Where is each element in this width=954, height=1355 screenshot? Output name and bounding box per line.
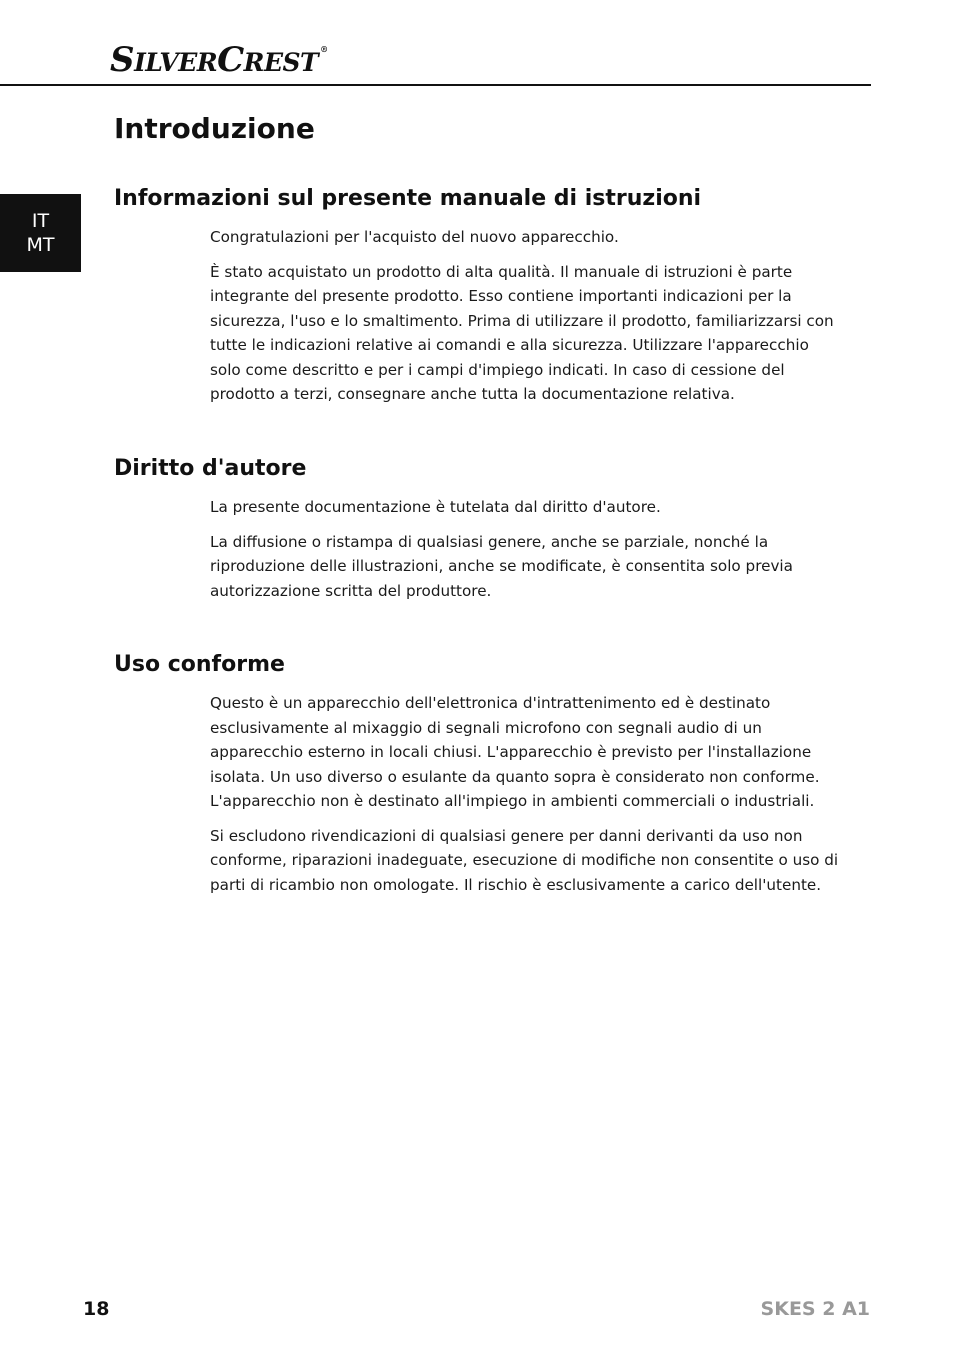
language-tab bbox=[0, 194, 81, 272]
page-title: Introduzione bbox=[114, 112, 315, 145]
section-heading: Uso conforme bbox=[114, 652, 285, 677]
section-heading: Diritto d'autore bbox=[114, 456, 307, 481]
silvercrest-logo: SILVERCREST ® bbox=[110, 40, 328, 80]
model-name: SKES 2 A1 bbox=[760, 1298, 870, 1320]
section-heading: Informazioni sul presente manuale di istruzioni bbox=[114, 186, 702, 211]
section-manual-info bbox=[114, 186, 844, 417]
section-intended-use bbox=[114, 652, 844, 907]
page-number: 18 bbox=[83, 1298, 110, 1320]
section-copyright bbox=[114, 456, 844, 613]
paragraph: Questo è un apparecchio dell'elettronica d'intrattenimento ed è destinato esclusivamente al mixaggio di segnali microfono con segnali audio di un apparecchio esterno in locali chiusi. L'apparecchio è previsto per l'installazione isolata. Un uso diverso o esulante da quanto sopra è considerato non conforme. L'apparecchio non è destinato all'impiego in ambienti commerciali o industriali. bbox=[210, 694, 820, 810]
paragraph: La presente documentazione è tutelata dal diritto d'autore. bbox=[210, 498, 661, 516]
paragraph: La diffusione o ristampa di qualsiasi genere, anche se parziale, nonché la riproduzione delle illustrazioni, anche se modificate, è consentita solo previa autorizzazione scritta del produttore. bbox=[210, 532, 793, 600]
paragraph: Si escludono rivendicazioni di qualsiasi genere per danni derivanti da uso non conforme, riparazioni inadeguate, esecuzione di modifiche non consentite o uso di parti di ricambio non omologate. Il rischio è esclusivamente a carico dell'utente. bbox=[210, 826, 839, 894]
paragraph: È stato acquistato un prodotto di alta qualità. Il manuale di istruzioni è parte integrante del presente prodotto. Esso contiene importanti indicazioni per la sicurezza, l'uso e lo smaltimento. Prima di utilizzare il prodotto, familiarizzarsi con tutte le indicazioni relative ai comandi e alla sicurezza. Utilizzare l'apparecchio solo come descritto e per i campi d'impiego indicati. In caso di cessione del prodotto a terzi, consegnare anche tutta la documentazione relativa. bbox=[210, 262, 834, 403]
language-code-mt: MT bbox=[26, 234, 55, 256]
header-rule bbox=[0, 84, 871, 86]
paragraph: Congratulazioni per l'acquisto del nuovo apparecchio. bbox=[210, 228, 619, 246]
language-code-it: IT bbox=[31, 210, 50, 232]
